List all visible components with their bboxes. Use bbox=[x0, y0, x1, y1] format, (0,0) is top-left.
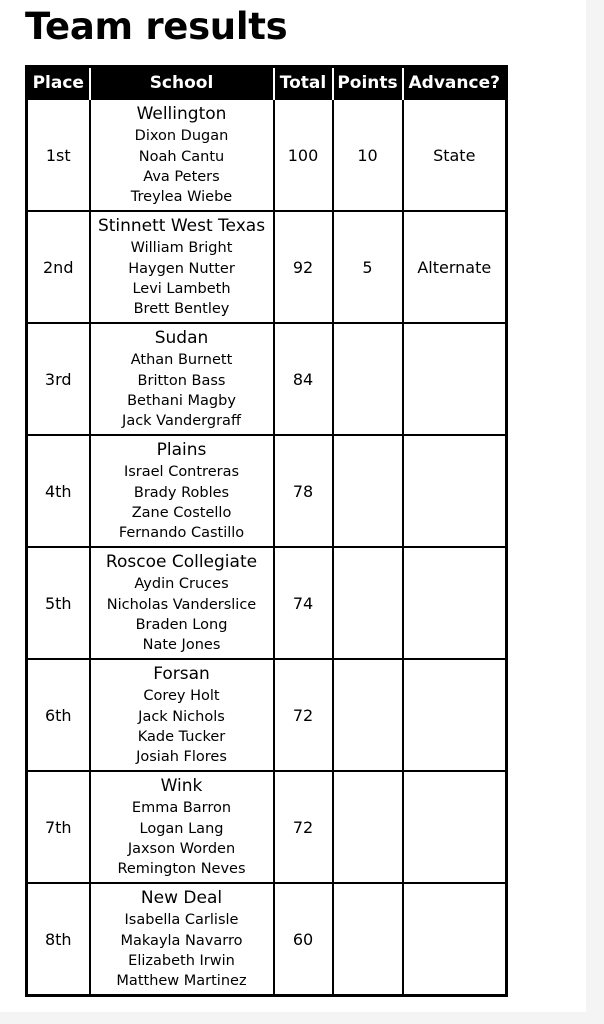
advance-cell: Alternate bbox=[403, 211, 507, 323]
advance-cell bbox=[403, 883, 507, 996]
school-name: Forsan bbox=[153, 664, 210, 685]
school-name: Wink bbox=[160, 776, 203, 797]
team-member: Nate Jones bbox=[142, 637, 221, 654]
team-member: Israel Contreras bbox=[123, 464, 240, 481]
place-cell: 4th bbox=[27, 435, 90, 547]
advance-cell bbox=[403, 547, 507, 659]
total-cell: 72 bbox=[274, 659, 333, 771]
table-row bbox=[27, 883, 507, 996]
team-member: Corey Holt bbox=[143, 688, 220, 705]
points-cell bbox=[333, 659, 403, 771]
advance-cell bbox=[403, 771, 507, 883]
table-row bbox=[27, 211, 507, 323]
table-row bbox=[27, 323, 507, 435]
school-name: Sudan bbox=[154, 328, 209, 349]
team-member: Zane Costello bbox=[131, 505, 232, 521]
table-row bbox=[27, 99, 507, 211]
total-cell: 84 bbox=[274, 323, 333, 435]
place-cell: 8th bbox=[27, 883, 90, 996]
team-member: Haygen Nutter bbox=[128, 260, 235, 277]
team-member: Jack Nichols bbox=[138, 708, 225, 725]
header-total: Total bbox=[274, 67, 333, 100]
school-cell bbox=[90, 435, 274, 547]
school-name: Plains bbox=[156, 440, 207, 461]
table-body bbox=[27, 99, 507, 996]
school-name: Wellington bbox=[136, 104, 227, 125]
place-cell: 5th bbox=[27, 547, 90, 659]
team-member: Braden Long bbox=[135, 617, 228, 633]
school-cell bbox=[90, 99, 274, 211]
header-points: Points bbox=[333, 67, 403, 100]
advance-cell bbox=[403, 323, 507, 435]
team-member: Levi Lambeth bbox=[132, 281, 231, 297]
place-cell: 7th bbox=[27, 771, 90, 883]
team-member: William Bright bbox=[130, 240, 233, 257]
header-row bbox=[27, 67, 507, 100]
team-member: Matthew Martinez bbox=[116, 973, 247, 990]
points-cell bbox=[333, 547, 403, 659]
team-member: Isabella Carlisle bbox=[124, 912, 239, 929]
school-cell bbox=[90, 771, 274, 883]
team-member: Brett Bentley bbox=[133, 301, 230, 318]
school-cell bbox=[90, 323, 274, 435]
school-cell bbox=[90, 659, 274, 771]
team-member: Ava Peters bbox=[143, 169, 220, 185]
school-cell bbox=[90, 211, 274, 323]
school-cell bbox=[90, 547, 274, 659]
school-name: Stinnett West Texas bbox=[97, 216, 266, 237]
team-member: Elizabeth Irwin bbox=[128, 953, 235, 969]
team-member: Noah Cantu bbox=[138, 148, 225, 165]
total-cell: 100 bbox=[274, 99, 333, 211]
team-member: Kade Tucker bbox=[137, 729, 226, 745]
team-member: Logan Lang bbox=[139, 820, 224, 837]
team-member: Bethani Magby bbox=[127, 393, 236, 409]
page-title: Team results bbox=[25, 5, 288, 48]
table-row bbox=[27, 771, 507, 883]
team-member: Nicholas Vanderslice bbox=[106, 596, 257, 613]
school-name: Roscoe Collegiate bbox=[105, 552, 258, 573]
place-cell: 1st bbox=[27, 99, 90, 211]
team-member: Emma Barron bbox=[131, 800, 232, 817]
team-member: Britton Bass bbox=[137, 372, 226, 389]
table-row bbox=[27, 547, 507, 659]
team-member: Makayla Navarro bbox=[120, 932, 243, 949]
points-cell bbox=[333, 435, 403, 547]
page-bottom-margin bbox=[0, 1012, 604, 1024]
team-results-table bbox=[25, 65, 508, 997]
place-cell: 3rd bbox=[27, 323, 90, 435]
total-cell: 72 bbox=[274, 771, 333, 883]
total-cell: 92 bbox=[274, 211, 333, 323]
team-member: Jack Vandergraff bbox=[122, 413, 241, 430]
team-member: Athan Burnett bbox=[130, 352, 233, 369]
table-header bbox=[27, 67, 507, 100]
total-cell: 74 bbox=[274, 547, 333, 659]
team-member: Brady Robles bbox=[133, 484, 230, 501]
school-cell bbox=[90, 883, 274, 996]
points-cell bbox=[333, 323, 403, 435]
team-member: Dixon Dugan bbox=[134, 128, 229, 145]
header-place: Place bbox=[27, 67, 90, 100]
points-cell bbox=[333, 771, 403, 883]
page-right-margin bbox=[586, 0, 604, 1024]
total-cell: 78 bbox=[274, 435, 333, 547]
team-member: Jaxson Worden bbox=[127, 841, 236, 857]
place-cell: 6th bbox=[27, 659, 90, 771]
team-member: Fernando Castillo bbox=[118, 525, 245, 542]
header-advance: Advance? bbox=[403, 67, 507, 100]
header-school: School bbox=[90, 67, 274, 100]
team-member: Remington Neves bbox=[117, 861, 246, 878]
points-cell bbox=[333, 883, 403, 996]
school-name: New Deal bbox=[140, 888, 223, 909]
team-member: Josiah Flores bbox=[136, 749, 227, 766]
advance-cell bbox=[403, 659, 507, 771]
table-row bbox=[27, 435, 507, 547]
table-row bbox=[27, 659, 507, 771]
advance-cell: State bbox=[403, 99, 507, 211]
total-cell: 60 bbox=[274, 883, 333, 996]
points-cell: 10 bbox=[333, 99, 403, 211]
advance-cell bbox=[403, 435, 507, 547]
points-cell: 5 bbox=[333, 211, 403, 323]
team-member: Treylea Wiebe bbox=[130, 189, 233, 206]
team-member: Aydin Cruces bbox=[134, 576, 229, 593]
place-cell: 2nd bbox=[27, 211, 90, 323]
